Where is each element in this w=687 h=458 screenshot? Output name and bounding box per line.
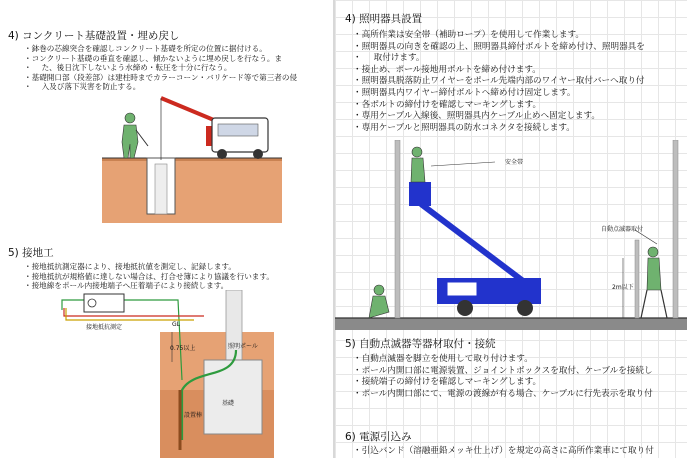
- boom-arm: [421, 204, 535, 290]
- bucket-truck-illustration: [335, 140, 687, 330]
- right-page: [335, 0, 687, 458]
- list-item: ・ ポール内開口部に電源装置、ジョイントボックスを取付、ケーブルを接続し: [353, 366, 653, 378]
- list-item: ・ 基礎開口部（段差部）は建柱時までカラーコーン・バリケード等で第三者の侵: [24, 73, 297, 83]
- foundation-illustration: [88, 88, 288, 223]
- light-pole-right: [673, 140, 678, 318]
- worker-figure: [122, 125, 138, 158]
- section-heading-grounding: 5) 接地工: [8, 247, 54, 259]
- list-item: [353, 53, 645, 65]
- list-item: ・ 各ボルトの締付けを確認しマーキングします。: [353, 100, 645, 112]
- safety-belt-label: 安全帯: [505, 159, 524, 166]
- list-item: ・ コンクリート基礎の垂直を確認し、傾かないように埋め戻しを行なう。ま: [24, 54, 297, 64]
- gl-label: GL: [172, 321, 180, 328]
- base-label: 基礎: [222, 400, 235, 407]
- stepladder: [641, 290, 647, 318]
- section-heading-lighting: 4) 照明器具設置: [345, 13, 423, 25]
- list-item: ・ 高所作業は安全帯（補助ロープ）を使用して作業します。: [353, 30, 645, 42]
- list-item: ・ 鉢巻の芯線突合を確認しコンクリート基礎を所定の位置に据付ける。: [24, 44, 297, 54]
- ground-resistance-meter: [84, 294, 124, 312]
- list-item: ・ 照明器具脱落防止ワイヤーをポール先端内部のワイヤー取付バーへ取り付: [353, 76, 645, 88]
- light-pole-left: [395, 140, 400, 318]
- height-label: 2m以下: [612, 284, 634, 291]
- list-item-continuation: た、後日沈下しないよう水締め・転圧を十分に行なう。: [41, 63, 232, 73]
- list-item: [24, 63, 297, 73]
- section-heading-auto-switch: 5) 自動点滅器等器材取付・接続: [345, 338, 496, 350]
- list-item: ・ 専用ケーブル入線後、照明器具内ケーブル止めへ固定します。: [353, 111, 645, 123]
- list-item: ・ 引込バンド（溶融亜鉛メッキ仕上げ）を規定の高さに高所作業車にて取り付: [353, 446, 654, 458]
- list-item-continuation: 入及び落下災害を防止する。: [41, 82, 141, 92]
- list-item: ・ 自動点滅器を脚立を使用して取り付けます。: [353, 354, 653, 366]
- worker-in-bucket-helmet: [412, 147, 422, 157]
- list-item: ・ 接地線をポール内接地端子へ圧着端子により接続します。: [24, 281, 274, 291]
- foundation-bullet-list: [24, 44, 297, 92]
- list-item: ・ 接地抵抗測定器により、接地抵抗値を測定し、記録します。: [24, 262, 274, 272]
- list-item-continuation: 取付けます。: [373, 53, 425, 64]
- power-supply-bullet-list: [353, 446, 654, 458]
- concrete-base: [204, 360, 262, 434]
- list-item: ・ 接止め、ポール接地用ボルトを締め付けます。: [353, 65, 645, 77]
- section-heading-power-supply: 6) 電源引込み: [345, 431, 412, 443]
- soil-layer: [102, 158, 282, 223]
- list-item: ・ ポール内開口部にて、電源の渡線が有る場合、ケーブルに行先表示を取り付: [353, 389, 653, 401]
- left-page: [0, 0, 333, 458]
- rod-label: 設置棒: [184, 412, 203, 419]
- aerial-bucket: [409, 182, 431, 206]
- auto-switch-label: 自動点滅器取付: [601, 226, 644, 233]
- lighting-bullet-list: [353, 30, 645, 134]
- meter-label: 接地抵抗測定: [86, 324, 123, 331]
- auto-switch-bullet-list: [353, 354, 653, 400]
- road-surface: [335, 318, 687, 330]
- list-item: ・ 接続端子の締付けを確認しマーキングします。: [353, 377, 653, 389]
- list-item: ・ 照明器具の向きを確認の上、照明器具締付ボルトを締め付け、照明器具を: [353, 42, 645, 54]
- grounding-illustration: [54, 290, 274, 458]
- list-item: ・ 接地抵抗が規格値に達しない場合は、打合せ簿により協議を行います。: [24, 272, 274, 282]
- list-item: ・ 専用ケーブルと照明器具の防水コネクタを接続します。: [353, 123, 645, 135]
- ladder-worker-helmet: [648, 247, 658, 257]
- grounding-bullet-list: [24, 262, 274, 291]
- pole-label: 照明ポール: [228, 343, 258, 350]
- section-heading-foundation: 4) コンクリート基礎設置・埋め戻し: [8, 30, 180, 42]
- worker-helmet: [125, 113, 135, 123]
- list-item: ・ 照明器具内ワイヤー締付ボルトへ締め付け固定します。: [353, 88, 645, 100]
- ground-worker-helmet: [374, 285, 384, 295]
- depth-label: 0.75以上: [170, 345, 196, 352]
